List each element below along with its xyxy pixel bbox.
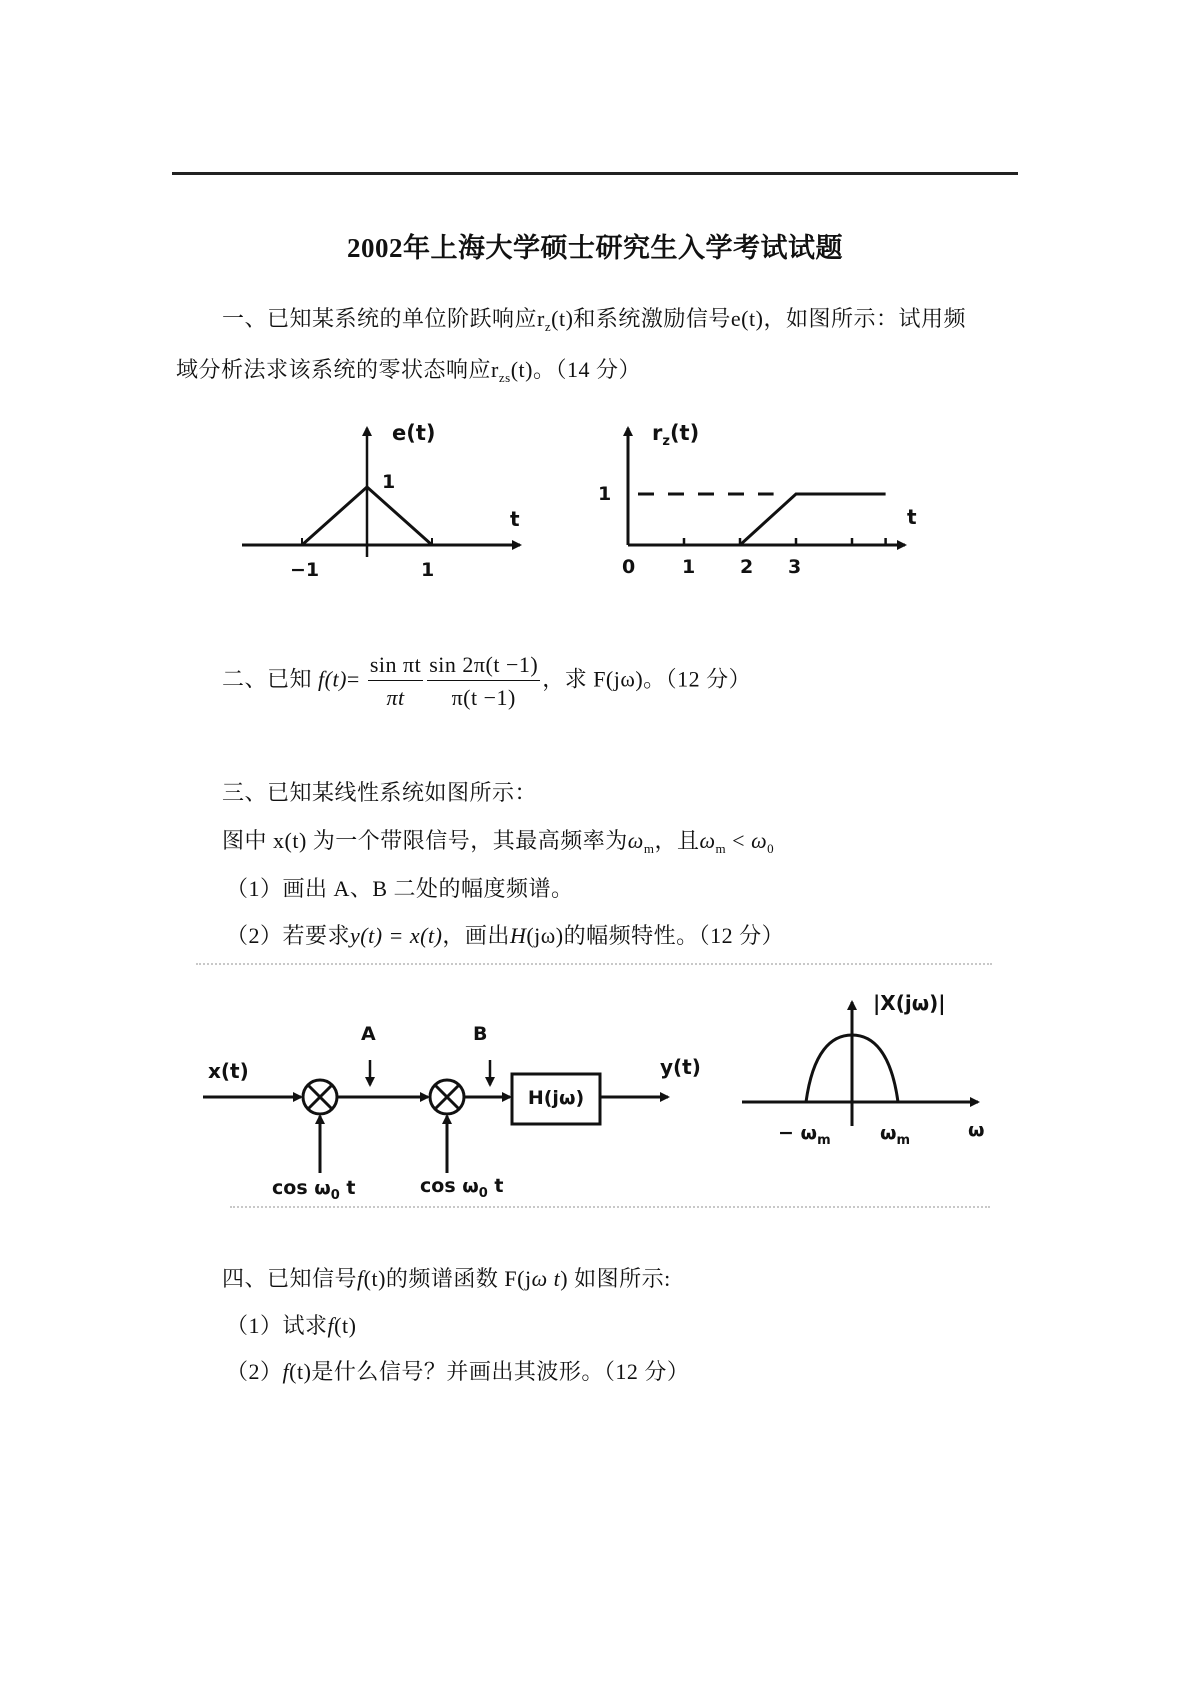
q3-equation: y(t) = x(t)	[350, 923, 443, 948]
frac1-denominator: πt	[386, 685, 405, 710]
zero-subscript: 0	[767, 841, 775, 856]
f-arg: (t)	[363, 1266, 386, 1291]
rzs-symbol: r	[491, 357, 499, 382]
q4-text: （2）	[226, 1359, 283, 1384]
f-arg: (t)	[334, 1313, 357, 1338]
frac1-numerator: sin πt	[368, 652, 423, 681]
omega-symbol: ω	[751, 828, 768, 853]
q2-fraction-1	[368, 652, 423, 711]
rz-tick-label-2: 2	[740, 556, 754, 578]
q3-score: 的幅频特性。（12 分）	[563, 923, 785, 948]
rz-level-label: 1	[598, 483, 612, 505]
page-title: 2002年上海大学硕士研究生入学考试试题	[347, 233, 843, 263]
q1-score: 。（14 分）	[532, 357, 641, 382]
q2-equals: =	[346, 666, 360, 692]
q2-score: ，求 F(jω)。（12 分）	[542, 666, 752, 692]
q4-line1	[222, 1262, 671, 1293]
rz-tick-label-0: 0	[622, 556, 636, 578]
e-peak-label: 1	[382, 471, 396, 493]
f-symbol: f	[327, 1313, 335, 1338]
m-subscript: m	[643, 841, 655, 856]
point-a-label: A	[361, 1023, 376, 1045]
rzs-subscript: zs	[498, 370, 511, 385]
q3-text: ，画出	[442, 923, 510, 948]
point-b-label: B	[473, 1023, 488, 1045]
q4-item1	[226, 1309, 356, 1340]
spectrum-ylabel: |X(jω)|	[873, 991, 946, 1015]
q1-text: 域分析法求该系统的零状态响应	[176, 357, 492, 382]
q3-text: （2）若要求	[226, 923, 351, 948]
rzs-arg: (t)	[510, 357, 533, 382]
less-than: <	[726, 828, 752, 853]
q2-text: 二、已知	[222, 666, 313, 692]
input-label: x(t)	[208, 1059, 249, 1083]
q3-text: ，且	[654, 828, 700, 853]
q3-text: 图中 x(t) 为一个带限信号，其最高频率为	[222, 828, 628, 853]
f-symbol: f	[357, 1266, 364, 1291]
q3-line1: 三、已知某线性系统如图所示：	[222, 780, 538, 805]
q3-line2	[222, 824, 774, 857]
rz-tick-label-1: 1	[682, 556, 696, 578]
carrier-2-label: $\cos \omega_0$ t	[420, 1175, 504, 1201]
rz-subscript: z	[544, 319, 552, 334]
omega-symbol: ω	[627, 828, 644, 853]
graph-rz	[598, 421, 917, 578]
graph-spectrum	[742, 991, 985, 1148]
rz-tick-label-3: 3	[788, 556, 802, 578]
spectrum-pos-label: $\omega_m$	[880, 1122, 911, 1148]
rz-xlabel: t	[907, 505, 917, 529]
q4-text: （1）试求	[226, 1313, 328, 1338]
h-arg: (jω)	[526, 923, 564, 948]
frac2-numerator: sin 2π(t −1)	[427, 652, 540, 681]
q2-f-arg: (t)	[324, 666, 347, 692]
rz-symbol: r	[537, 306, 545, 331]
omega-t: ω t	[531, 1266, 561, 1291]
q1-text: ，如图所示：试用频	[763, 306, 966, 331]
rz-response-line	[628, 494, 886, 545]
f-symbol: f	[282, 1359, 290, 1384]
spectrum-neg-label: − $\omega_m$	[778, 1122, 831, 1148]
graph-e	[242, 421, 520, 581]
e-tick-label-pos: 1	[421, 559, 435, 581]
q1-text: 和系统激励信号	[573, 306, 731, 331]
q2-line	[222, 652, 751, 711]
q4-item2	[226, 1355, 689, 1386]
carrier-1-label: $\cos \omega_0$ t	[272, 1177, 356, 1203]
q4-text: 四、已知信号	[222, 1266, 358, 1291]
spectrum-xlabel: ω	[968, 1119, 985, 1141]
output-label: y(t)	[660, 1055, 701, 1079]
f-arg: (t)	[289, 1359, 312, 1384]
q2-f-symbol: f	[318, 666, 325, 692]
q1-text: 一、已知某系统的单位阶跃响应	[222, 306, 538, 331]
q4-text: ) 如图所示:	[560, 1266, 671, 1291]
q4-text: 的频谱函数 F(j	[385, 1266, 532, 1291]
q2-fraction-2	[427, 652, 540, 711]
q4-score: 是什么信号？并画出其波形。（12 分）	[311, 1359, 690, 1384]
e-xlabel: t	[510, 507, 520, 531]
m-subscript: m	[715, 841, 727, 856]
e-ylabel: e(t)	[392, 421, 436, 445]
filter-label: H(jω)	[527, 1087, 585, 1109]
frac2-denominator: π(t −1)	[451, 685, 516, 710]
dotted-separator-top	[196, 963, 992, 965]
e-symbol: e(t)	[730, 306, 764, 331]
h-symbol: H	[509, 923, 527, 948]
omega-symbol: ω	[699, 828, 716, 853]
rz-arg: (t)	[551, 306, 574, 331]
dotted-separator-bottom	[230, 1206, 990, 1208]
block-diagram	[203, 1023, 701, 1203]
q3-item2	[226, 919, 784, 950]
e-tick-label-neg: −1	[290, 559, 320, 581]
rz-ylabel: $r_z(t)$	[652, 421, 700, 449]
q3-item1: （1）画出 A、B 二处的幅度频谱。	[226, 876, 574, 901]
